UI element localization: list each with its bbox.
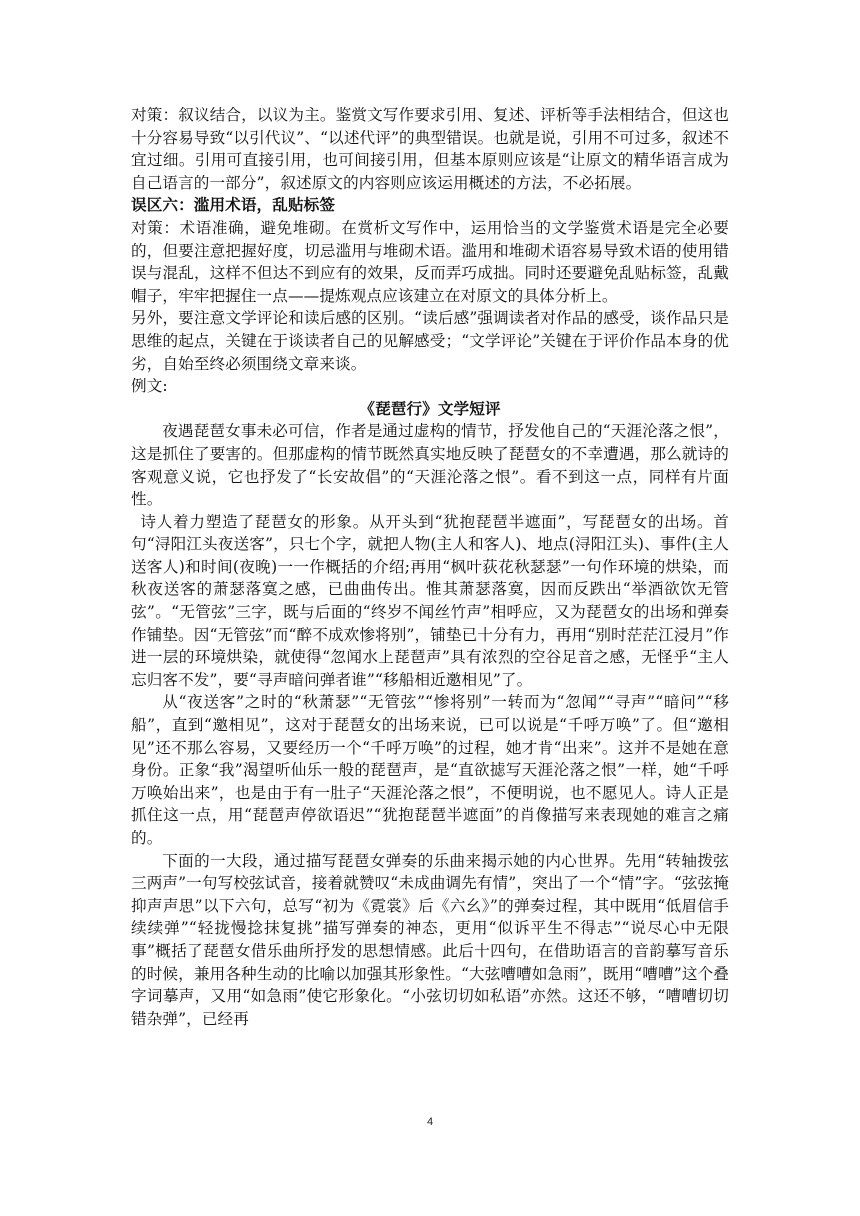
page-number: 4 bbox=[426, 1116, 434, 1128]
essay-title: 《琵琶行》文学短评 bbox=[359, 398, 501, 418]
document-body bbox=[131, 104, 729, 1030]
paragraph-countermeasure-5: 对策：叙议结合，以议为主。鉴赏文写作要求引用、复述、评析等手法相结合，但这也十分容易导致“以引代议”、“以述代评”的典型错误。也就是说，引用不可过多，叙述不宜过细。引用可直接引用，也可间接引用，但基本原则应该是“让原文的精华语言成为自己语言的一部分”，叙述原文的内容则应该运用概述的方法，不必拓展。 bbox=[131, 106, 729, 192]
example-label: 例文: bbox=[131, 377, 168, 396]
paragraph-countermeasure-6: 对策：术语准确，避免堆砌。在赏析文写作中，运用恰当的文学鉴赏术语是完全必要的，但要注意把握好度，切忌滥用与堆砌术语。滥用和堆砌术语容易导致术语的使用错误与混乱，这样不但达不到应有的效果，反而弄巧成拙。同时还要避免乱贴标签，乱戴帽子，牢牢把握住一点——提炼观点应该建立在对原文的具体分析上。 bbox=[131, 218, 729, 305]
essay-paragraph-2: 诗人着力塑造了琵琶女的形象。从开头到“犹抱琵琶半遮面”，写琵琶女的出场。首句“浔阳江头夜送客”，只七个字，就把人物(主人和客人)、地点(浔阳江头)、事件(主人送客人)和时间(夜晚)一一作概括的介绍;再用“枫叶荻花秋瑟瑟”一句作环境的烘染，而秋夜送客的萧瑟落寞之感，已曲曲传出。惟其萧瑟落寞，因而反跌出“举酒欲饮无管弦”。“无管弦”三字，既与后面的“终岁不闻丝竹声”相呼应，又为琵琶女的出场和弹奏作铺垫。因“无管弦”而“醉不成欢惨将别”，铺垫已十分有力，再用“别时茫茫江浸月”作进一层的环境烘染，就使得“忽闻水上琵琶声”具有浓烈的空谷足音之感，无怪乎“主人忘归客不发”，要“寻声暗问弹者谁”“移船相近邀相见”了。 bbox=[131, 512, 729, 689]
section-heading-misconception-6: 误区六：滥用术语，乱贴标签 bbox=[131, 195, 336, 215]
essay-paragraph-3: 从“夜送客”之时的“秋萧瑟”“无管弦”“惨将别”一转而为“忽闻”“寻声”“暗问”“移船”，直到“邀相见”，这对于琵琶女的出场来说，已可以说是“千呼万唤”了。但“邀相见”还不那么容易，又要经历一个“千呼万唤”的过程，她才肯“出来”。这并不是她在意身份。正象“我”渴望听仙乐一般的琵琶声，是“直欲摅写天涯沦落之恨”一样，她“千呼万唤始出来”，也是由于有一肚子“天涯沦落之恨”，不便明说，也不愿见人。诗人正是抓住这一点，用“琵琶声停欲语迟”“犹抱琵琶半遮面”的肖像描写来表现她的难言之痛的。 bbox=[131, 693, 729, 847]
essay-paragraph-1: 夜遇琵琶女事未必可信，作者是通过虚构的情节，抒发他自己的“天涯沦落之恨”，这是抓住了要害的。但那虚构的情节既然真实地反映了琵琶女的不幸遭遇，那么就诗的客观意义说，它也抒发了“长安故倡”的“天涯沦落之恨”。看不到这一点，同样有片面性。 bbox=[131, 422, 729, 509]
essay-paragraph-4: 下面的一大段，通过描写琵琶女弹奏的乐曲来揭示她的内心世界。先用“转轴拨弦三两声”一句写校弦试音，接着就赞叹“未成曲调先有情”，突出了一个“情”字。“弦弦掩抑声声思”以下六句，总写“初为《霓裳》后《六幺》”的弹奏过程，其中既用“低眉信手续续弹”“轻拢慢捻抹复挑”描写弹奏的神态，更用“似诉平生不得志”“说尽心中无限事”概括了琵琶女借乐曲所抒发的思想情感。此后十四句，在借助语言的音韵摹写音乐的时候，兼用各种生动的比喻以加强其形象性。“大弦嘈嘈如急雨”，既用“嘈嘈”这个叠字词摹声，又用“如急雨”使它形象化。“小弦切切如私语”亦然。这还不够，“嘈嘈切切错杂弹”，已经再 bbox=[131, 851, 729, 1028]
paragraph-note-review-vs-reflection: 另外，要注意文学评论和读后感的区别。“读后感”强调读者对作品的感受，谈作品只是思维的起点，关键在于谈读者自己的见解感受；“文学评论”关键在于评价作品本身的优劣，自始至终必须围绕文章来谈。 bbox=[131, 309, 729, 373]
